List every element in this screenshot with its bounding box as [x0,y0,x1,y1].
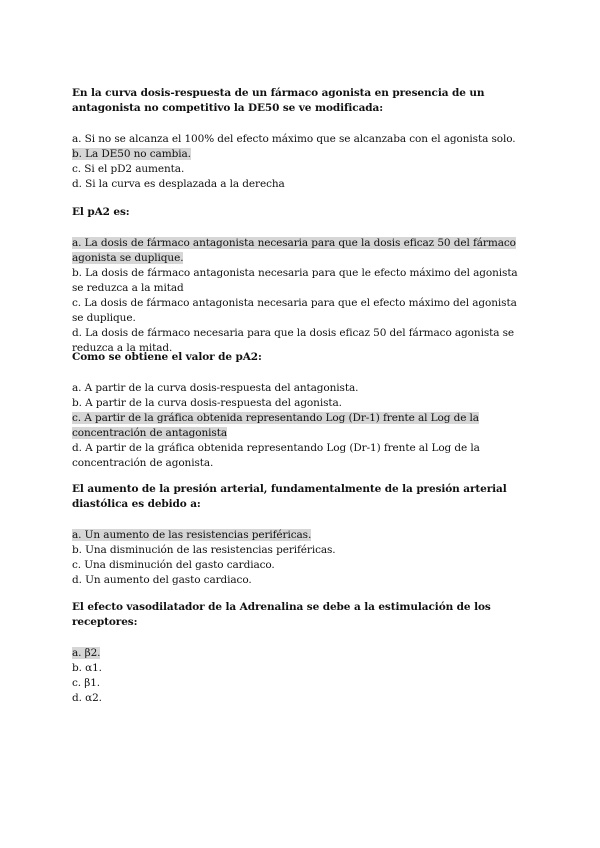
answer-option-d: d. α2. [72,692,102,704]
question-block-4 [72,482,527,588]
question-block-1 [72,86,527,192]
question-title: Como se obtiene el valor de pA2: [72,351,262,363]
answer-option-d: d. A partir de la gráfica obtenida representando Log (Dr-1) frente al Log de la concentración de agonista. [72,442,480,469]
question-block-2 [72,205,527,356]
answer-option-c: c. La dosis de fármaco antagonista necesaria para que el efecto máximo del agonista se duplique. [72,297,517,324]
question-block-3 [72,350,527,471]
answer-option-a [72,528,527,543]
answer-option-c [72,411,527,441]
question-title: El pA2 es: [72,206,130,218]
question-title: El efecto vasodilatador de la Adrenalina se debe a la estimulación de los receptores: [72,601,491,628]
highlighted-answer: a. La dosis de fármaco antagonista necesaria para que la dosis eficaz 50 del fármaco agonista se duplique. [72,237,516,264]
answer-option-b: b. α1. [72,662,102,674]
question-title: El aumento de la presión arterial, fundamentalmente de la presión arterial diastólica es debido a: [72,483,507,510]
highlighted-answer: a. Un aumento de las resistencias periféricas. [72,529,312,541]
answer-option-b [72,147,527,162]
answer-option-a: a. Si no se alcanza el 100% del efecto máximo que se alcanzaba con el agonista solo. [72,133,516,145]
answer-option-d: d. La dosis de fármaco necesaria para que la dosis eficaz 50 del fármaco agonista se reduzca a la mitad. [72,327,515,354]
answer-option-d: d. Un aumento del gasto cardiaco. [72,574,252,586]
answer-option-c: c. Una disminución del gasto cardiaco. [72,559,275,571]
answer-option-b: b. Una disminución de las resistencias periféricas. [72,544,336,556]
answer-option-c: c. β1. [72,677,101,689]
answer-option-b: b. A partir de la curva dosis-respuesta del agonista. [72,397,342,409]
answer-option-c: c. Si el pD2 aumenta. [72,163,185,175]
answer-option-a [72,236,527,266]
question-block-5 [72,600,527,706]
question-title: En la curva dosis-respuesta de un fármaco agonista en presencia de un antagonista no competitivo la DE50 se ve modificada: [72,87,485,114]
answer-option-a [72,646,527,661]
highlighted-answer: a. β2. [72,647,101,659]
highlighted-answer: c. A partir de la gráfica obtenida representando Log (Dr-1) frente al Log de la concentración de antagonista [72,412,479,439]
answer-option-a: a. A partir de la curva dosis-respuesta del antagonista. [72,382,359,394]
answer-option-b: b. La dosis de fármaco antagonista necesaria para que le efecto máximo del agonista se reduzca a la mitad [72,267,518,294]
highlighted-answer: b. La DE50 no cambia. [72,148,191,160]
answer-option-d: d. Si la curva es desplazada a la derecha [72,178,285,190]
